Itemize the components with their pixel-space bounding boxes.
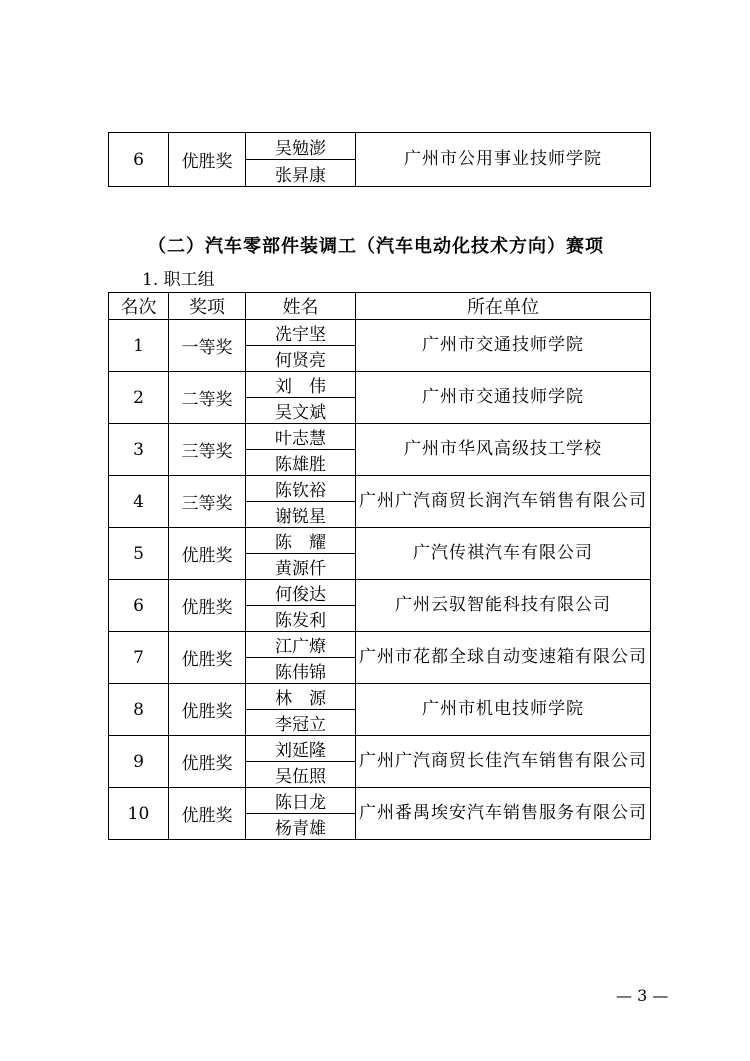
name-cell: 张昇康 xyxy=(246,160,356,187)
award-cell: 三等奖 xyxy=(169,424,246,476)
unit-cell: 广州番禺埃安汽车销售服务有限公司 xyxy=(356,788,651,840)
rank-cell: 5 xyxy=(109,528,169,580)
award-cell: 优胜奖 xyxy=(169,528,246,580)
name-cell: 陈雄胜 xyxy=(246,450,356,476)
name-cell: 冼宇坚 xyxy=(246,320,356,346)
name-cell: 黄源仟 xyxy=(246,554,356,580)
unit-cell: 广州市机电技师学院 xyxy=(356,684,651,736)
header-name: 姓名 xyxy=(246,293,356,320)
table-header-row xyxy=(109,293,651,320)
awards-table xyxy=(108,292,651,840)
rank-cell: 8 xyxy=(109,684,169,736)
header-unit: 所在单位 xyxy=(356,293,651,320)
award-cell: 优胜奖 xyxy=(169,580,246,632)
unit-cell: 广州云驭智能科技有限公司 xyxy=(356,580,651,632)
table-row xyxy=(109,133,651,160)
award-cell: 一等奖 xyxy=(169,320,246,372)
rank-cell: 1 xyxy=(109,320,169,372)
name-cell: 吴伍照 xyxy=(246,762,356,788)
table-row xyxy=(109,476,651,502)
name-cell: 陈 耀 xyxy=(246,528,356,554)
unit-cell: 广汽传祺汽车有限公司 xyxy=(356,528,651,580)
name-cell: 陈发利 xyxy=(246,606,356,632)
rank-cell: 6 xyxy=(109,133,169,187)
header-rank: 名次 xyxy=(109,293,169,320)
table-row xyxy=(109,580,651,606)
award-cell: 优胜奖 xyxy=(169,133,246,187)
table-row xyxy=(109,632,651,658)
award-cell: 三等奖 xyxy=(169,476,246,528)
unit-cell: 广州市华风高级技工学校 xyxy=(356,424,651,476)
name-cell: 陈日龙 xyxy=(246,788,356,814)
award-cell: 二等奖 xyxy=(169,372,246,424)
name-cell: 陈伟锦 xyxy=(246,658,356,684)
name-cell: 杨青雄 xyxy=(246,814,356,840)
page-number: — 3 — xyxy=(616,986,669,1005)
unit-cell: 广州市花都全球自动变速箱有限公司 xyxy=(356,632,651,684)
table-row xyxy=(109,736,651,762)
award-cell: 优胜奖 xyxy=(169,788,246,840)
award-cell: 优胜奖 xyxy=(169,684,246,736)
rank-cell: 6 xyxy=(109,580,169,632)
rank-cell: 3 xyxy=(109,424,169,476)
table-row xyxy=(109,528,651,554)
name-cell: 刘 伟 xyxy=(246,372,356,398)
unit-cell: 广州市公用事业技师学院 xyxy=(356,133,651,187)
name-cell: 江广燎 xyxy=(246,632,356,658)
table-row xyxy=(109,684,651,710)
name-cell: 何俊达 xyxy=(246,580,356,606)
name-cell: 吴勉澎 xyxy=(246,133,356,160)
rank-cell: 4 xyxy=(109,476,169,528)
rank-cell: 7 xyxy=(109,632,169,684)
unit-cell: 广州市交通技师学院 xyxy=(356,372,651,424)
name-cell: 陈钦裕 xyxy=(246,476,356,502)
continued-table xyxy=(108,132,651,187)
sub-title: 1. 职工组 xyxy=(142,270,215,290)
unit-cell: 广州市交通技师学院 xyxy=(356,320,651,372)
table-row xyxy=(109,320,651,346)
name-cell: 李冠立 xyxy=(246,710,356,736)
name-cell: 林 源 xyxy=(246,684,356,710)
name-cell: 何贤亮 xyxy=(246,346,356,372)
header-award: 奖项 xyxy=(169,293,246,320)
name-cell: 吴文斌 xyxy=(246,398,356,424)
table-row xyxy=(109,788,651,814)
award-cell: 优胜奖 xyxy=(169,736,246,788)
name-cell: 谢锐星 xyxy=(246,502,356,528)
unit-cell: 广州广汽商贸长润汽车销售有限公司 xyxy=(356,476,651,528)
name-cell: 叶志慧 xyxy=(246,424,356,450)
table-row xyxy=(109,424,651,450)
rank-cell: 10 xyxy=(109,788,169,840)
rank-cell: 9 xyxy=(109,736,169,788)
unit-cell: 广州广汽商贸长佳汽车销售有限公司 xyxy=(356,736,651,788)
table-row xyxy=(109,372,651,398)
award-cell: 优胜奖 xyxy=(169,632,246,684)
rank-cell: 2 xyxy=(109,372,169,424)
name-cell: 刘延隆 xyxy=(246,736,356,762)
section-title: （二）汽车零部件装调工（汽车电动化技术方向）赛项 xyxy=(148,236,604,257)
